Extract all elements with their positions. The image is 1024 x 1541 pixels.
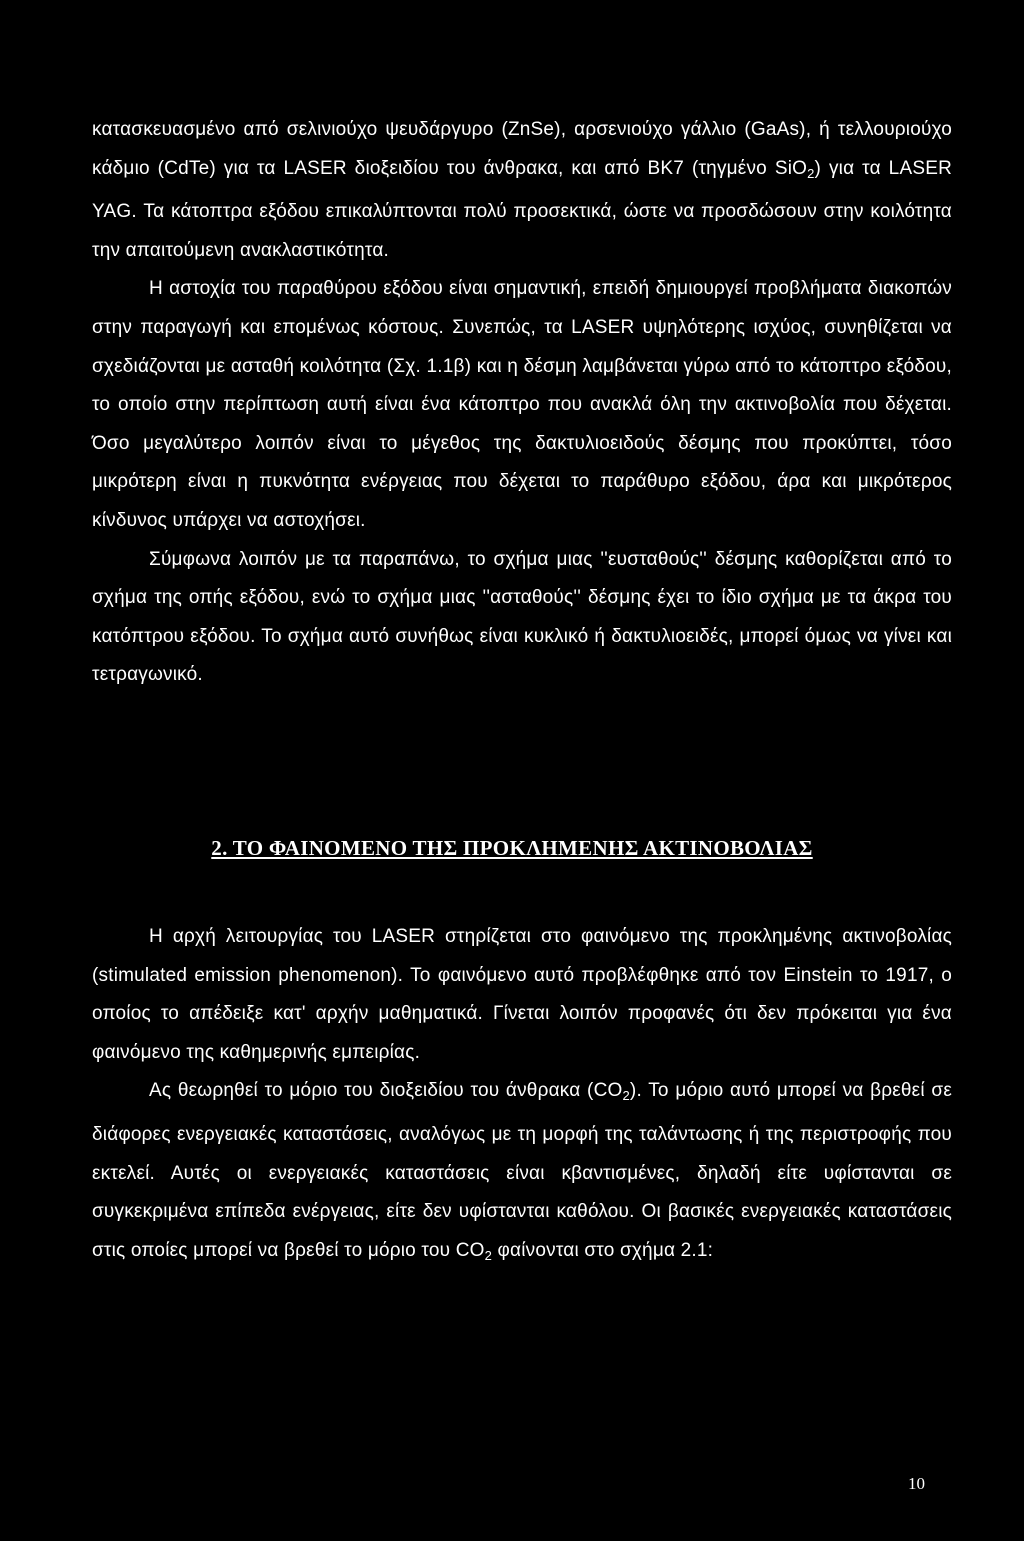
paragraph-5 [92,1072,952,1275]
subscript-2: 2 [484,1247,493,1263]
paragraph-2: Η αστοχία του παραθύρου εξόδου είναι σημαντική, επειδή δημιουργεί προβλήματα διακοπών στην παραγωγή και επομένως κόστους. Συνεπώς, τα LASER υψηλότερης ισχύος, συνηθίζεται να σχεδιάζονται με ασταθή κοιλότητα (Σχ. 1.1β) και η δέσμη λαμβάνεται γύρω από το κάτοπτρο εξόδου, το οποίο στην περίπτωση αυτή είναι ένα κάτοπτρο που ανακλά όλη την ακτινοβολία που δέχεται. Όσο μεγαλύτερο λοιπόν είναι το μέγεθος της δακτυλιοειδούς δέσμης που προκύπτει, τόσο μικρότερη είναι η πυκνότητα ενέργειας που δέχεται το παράθυρο εξόδου, άρα και μικρότερος κίνδυνος υπάρχει να αστοχήσει. [92,278,952,531]
paragraph-5-text-b: ). Το μόριο αυτό μπορεί να βρεθεί σε διάφορες ενεργειακές καταστάσεις, αναλόγως με τη μορφή της ταλάντωσης ή της περιστροφής που εκτελεί. Αυτές οι ενεργειακές καταστάσεις είναι κβαντισμένες, δηλαδή είτε υφίστανται σε συγκεκριμένα επίπεδα ενέργειας, είτε δεν υφίστανται καθόλου. Οι βασικές ενεργειακές καταστάσεις στις οποίες μπορεί να βρεθεί το μόριο του CO [92,1080,953,1261]
subscript-2: 2 [807,165,815,181]
paragraph-4: Η αρχή λειτουργίας του LASER στηρίζεται στο φαινόμενο της προκλημένης ακτινοβολίας (stimulated emission phenomenon). Το φαινόμενο αυτό προβλέφθηκε από τον Einstein το 1917, ο οποίος το απέδειξε κατ' αρχήν μαθηματικά. Γίνεται λοιπόν προφανές ότι δεν πρόκειται για ένα φαινόμενο της καθημερινής εμπειρίας. [92,926,952,1063]
paragraph-5-text-c: φαίνονται στο σχήμα 2.1: [492,1239,714,1261]
body-text-top [92,111,952,695]
body-text-bottom [92,918,952,1275]
paragraph-1 [92,111,952,270]
paragraph-1-text-b: ) για τα LASER YAG. Τα κάτοπτρα εξόδου επικαλύπτονται πολύ προσεκτικά, ώστε να προσδώσουν στην κοιλότητα την απαιτούμενη ανακλαστικότητα. [92,157,952,261]
subscript-2: 2 [622,1088,630,1104]
paragraph-3: Σύμφωνα λοιπόν με τα παραπάνω, το σχήμα μιας ''ευσταθούς'' δέσμης καθορίζεται από το σχήμα της οπής εξόδου, ενώ το σχήμα μιας ''ασταθούς'' δέσμης έχει το ίδιο σχήμα με τα άκρα του κατόπτρου εξόδου. Το σχήμα αυτό συνήθως είναι κυκλικό ή δακτυλιοειδές, μπορεί όμως να γίνει και τετραγωνικό. [92,548,952,686]
paragraph-1-text-a: κατασκευασμένο από σελινιούχο ψευδάργυρο (ZnSe), αρσενιούχο γάλλιο (GaAs), ή τελλουριούχο κάδμιο (CdTe) για τα LASER διοξειδίου του άνθρακα, και από BK7 (τηγμένο SiO [92,119,952,179]
paragraph-5-text-a: Ας θεωρηθεί το μόριο του διοξειδίου του άνθρακα (CO [149,1080,623,1102]
section-heading: 2. ΤΟ ΦΑΙΝΟΜΕΝΟ ΤΗΣ ΠΡΟΚΛΗΜΕΝΗΣ ΑΚΤΙΝΟΒΟΛΙΑΣ [211,836,813,860]
page-number: 10 [908,1474,925,1493]
